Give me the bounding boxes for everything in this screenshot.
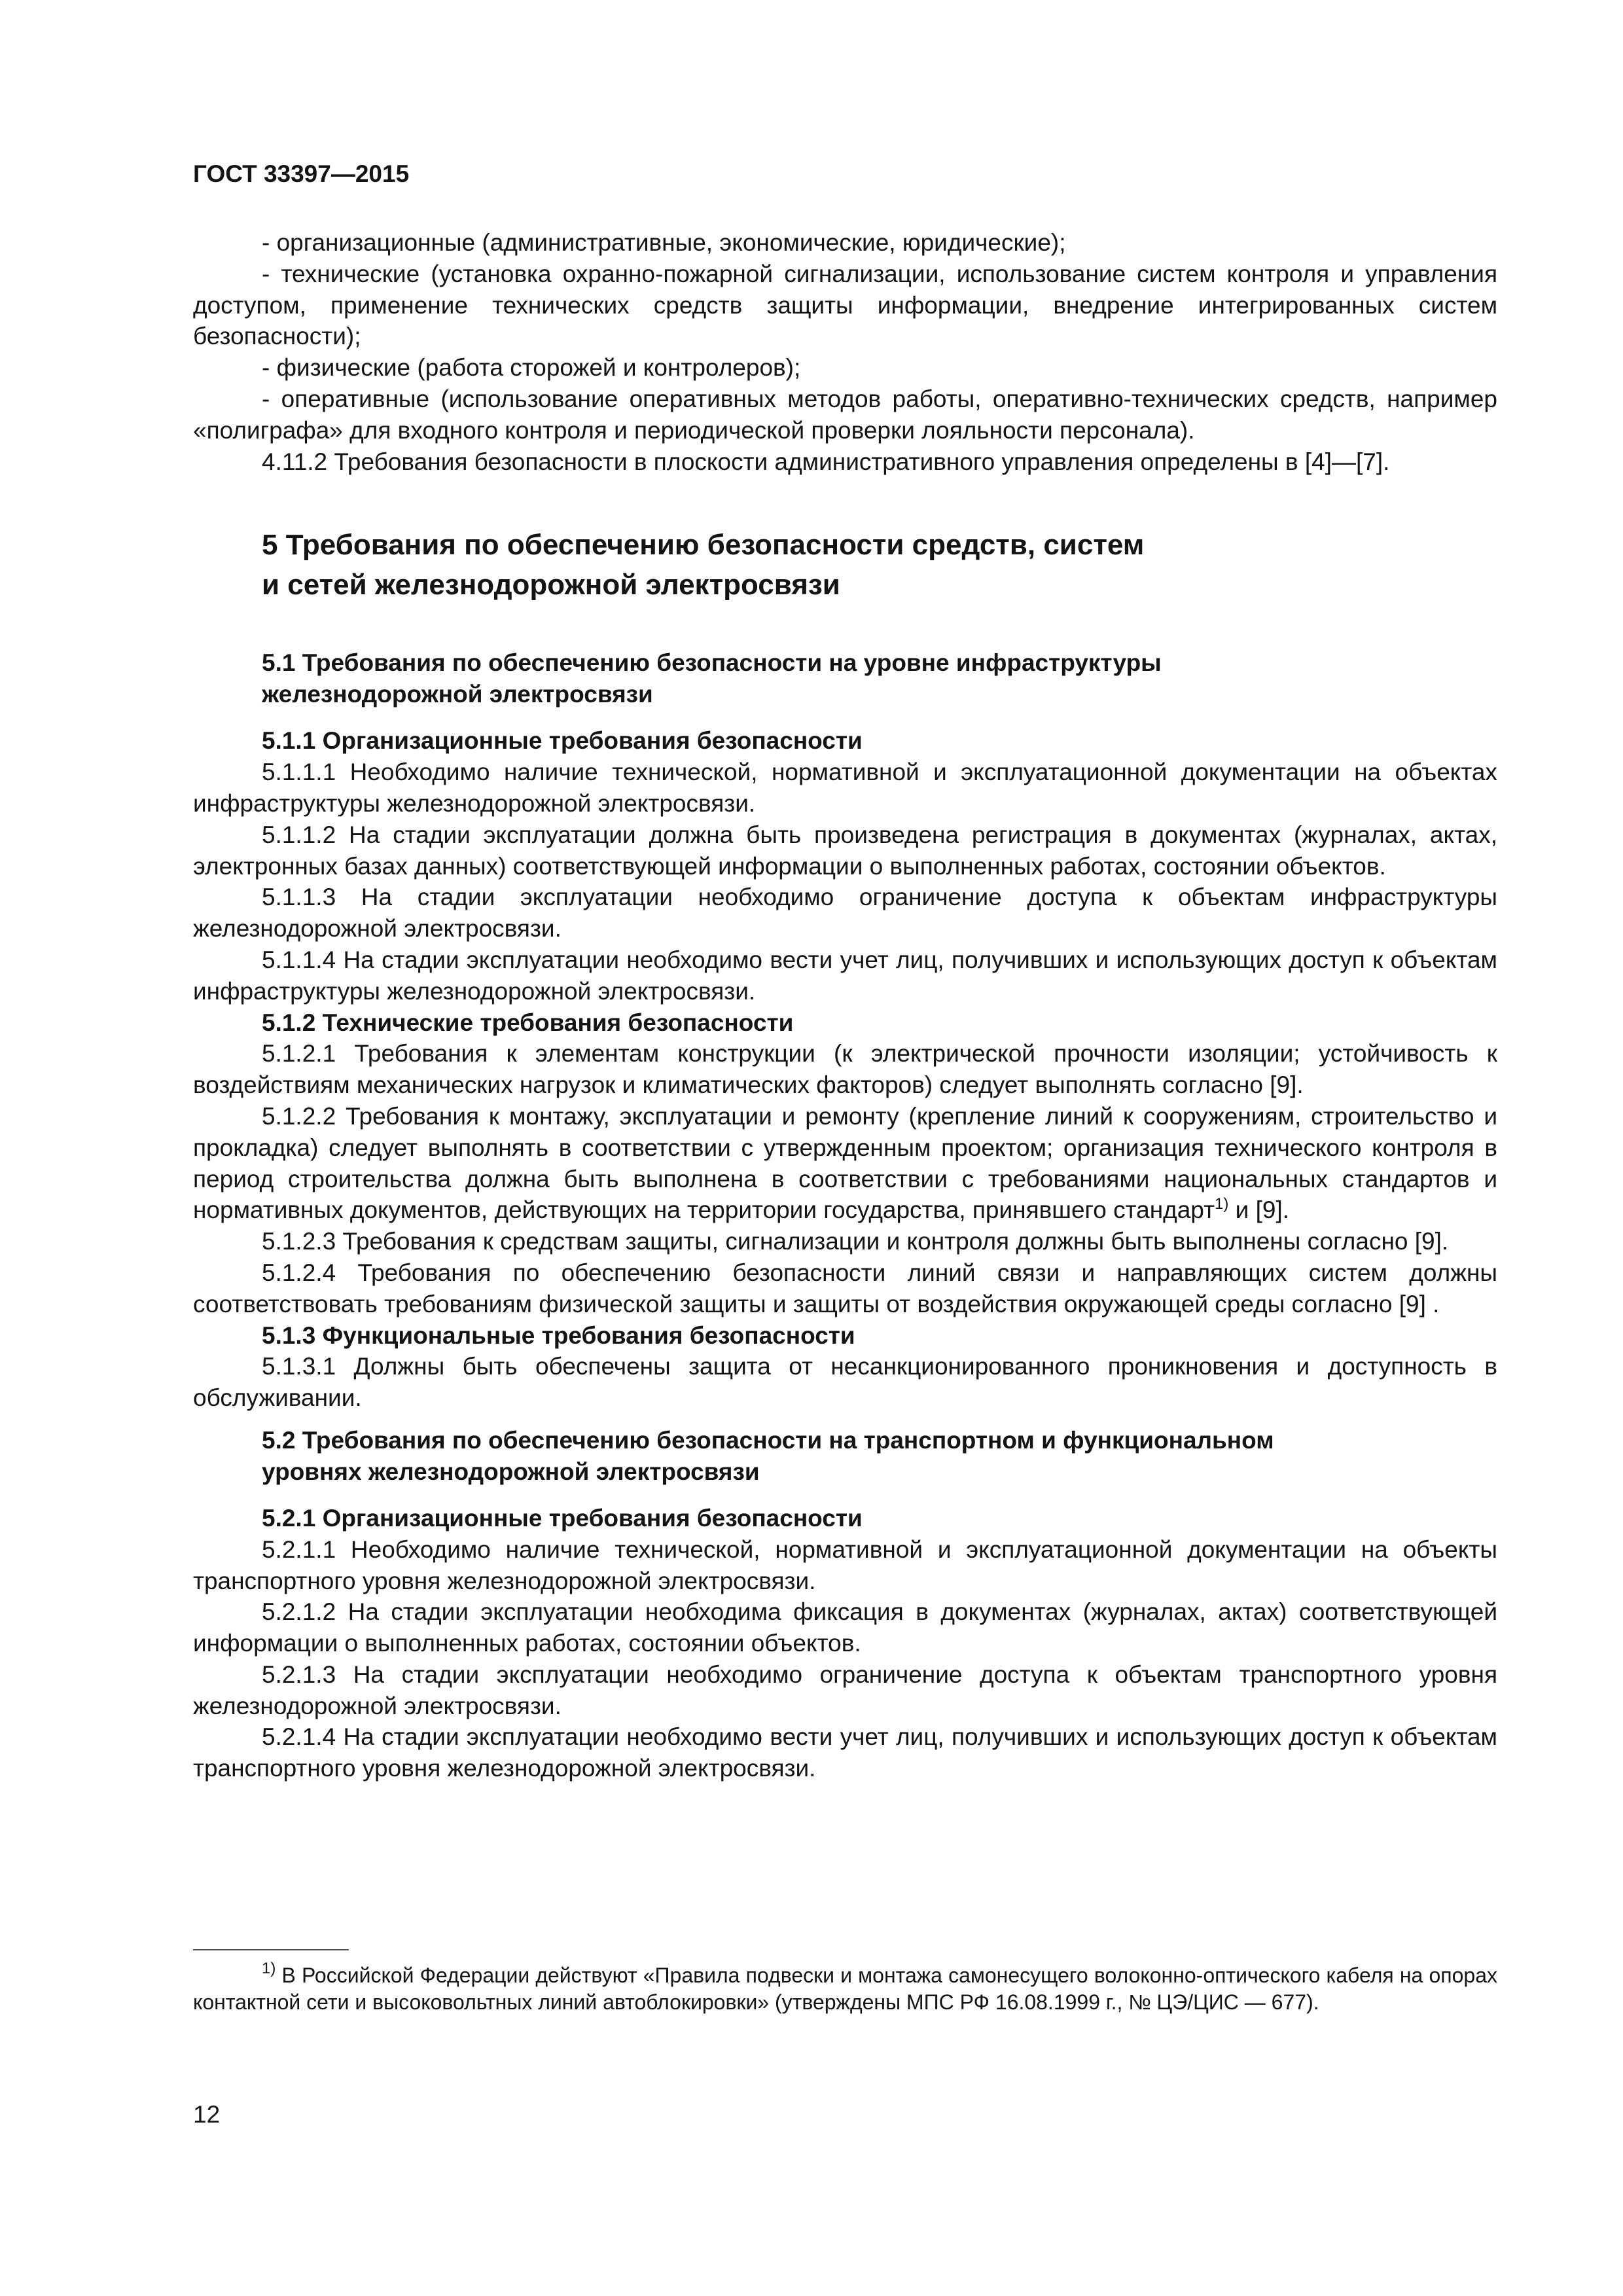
clause-5-1-1-heading: 5.1.1 Организационные требования безопасности [262,727,863,755]
section-5-heading [193,525,1497,605]
intro-item-organizational: - организационные (административные, экономические, юридические); [262,229,1066,256]
paragraph-5-2-1-1: 5.2.1.1 Необходимо наличие технической, нормативной и эксплуатационной документации на объекты транспортного уровня железнодорожной электросвязи. [193,1535,1497,1594]
intro-item-technical: - технические (установка охранно-пожарной сигнализации, использование систем контроля и управления доступом, применение технических средств защиты информации, внедрение интегрированных систем безопасности); [193,260,1497,350]
clause-5-1-3-heading: 5.1.3 Функциональные требования безопасности [262,1321,855,1349]
paragraph-5-1-2-2-text: 5.1.2.2 Требования к монтажу, эксплуатации и ремонту (крепление линий к сооружениям, строительство и прокладка) следует выполнять в соответствии с утвержденным проектом; организация технического контроля в период строительства должна быть выполнена в соответствии с требованиями национальных стандартов и нормативных документов, действующих на территории государства, принявшего стандарт [193,1102,1497,1224]
subsection-5-1-title-line1: 5.1 Требования по обеспечению безопасности на уровне инфраструктуры [262,649,1162,677]
paragraph-4-11-2: 4.11.2 Требования безопасности в плоскости административного управления определены в [4]—[7]. [262,448,1390,475]
subsection-5-2-title-line1: 5.2 Требования по обеспечению безопасности на транспортном и функциональном [262,1426,1274,1454]
paragraph-5-1-1-2: 5.1.1.2 На стадии эксплуатации должна быть произведена регистрация в документах (журналах, актах, электронных базах данных) соответствующей информации о выполненных работах, состоянии объектов. [193,821,1497,880]
section-5-title-line2: и сетей железнодорожной электросвязи [262,569,840,601]
paragraph-5-1-1-4: 5.1.1.4 На стадии эксплуатации необходимо вести учет лиц, получивших и использующих доступ к объектам инфраструктуры железнодорожной электросвязи. [193,946,1497,1005]
document-body [193,227,1497,1784]
intro-item-operational: - оперативные (использование оперативных методов работы, оперативно-технических средств, например «полиграфа» для входного контроля и периодической проверки лояльности персонала). [193,385,1497,444]
paragraph-5-2-1-3: 5.2.1.3 На стадии эксплуатации необходимо ограничение доступа к объектам транспортного уровня железнодорожной электросвязи. [193,1660,1497,1719]
footnote-text: В Российской Федерации действуют «Правила подвески и монтажа самонесущего волоконно-оптического кабеля на опорах контактной сети и высоковольтных линий автоблокировки» (утверждены МПС РФ 16.08.1999 г., № ЦЭ/ЦИС — 677). [193,1964,1497,2014]
footnote-separator [193,1949,349,1950]
paragraph-5-1-1-1: 5.1.1.1 Необходимо наличие технической, нормативной и эксплуатационной документации на объектах инфраструктуры железнодорожной электросвязи. [193,759,1497,817]
subsection-5-2-heading [193,1425,1497,1488]
paragraph-5-1-2-4: 5.1.2.4 Требования по обеспечению безопасности линий связи и направляющих систем должны соответствовать требованиям физической защиты и защиты от воздействия окружающей среды согласно [9] . [193,1259,1497,1318]
footnote [193,1962,1497,2015]
section-5-title-line1: 5 Требования по обеспечению безопасности средств, систем [262,529,1145,562]
paragraph-5-1-1-3: 5.1.1.3 На стадии эксплуатации необходимо ограничение доступа к объектам инфраструктуры железнодорожной электросвязи. [193,884,1497,942]
subsection-5-2-title-line2: уровнях железнодорожной электросвязи [262,1458,760,1485]
paragraph-5-1-2-2 [193,1101,1497,1226]
clause-5-2-1-heading: 5.2.1 Организационные требования безопасности [262,1504,863,1532]
paragraph-5-1-2-2-tail: и [9]. [1228,1196,1290,1224]
paragraph-5-1-3-1: 5.1.3.1 Должны быть обеспечены защита от несанкционированного проникновения и доступность в обслуживании. [193,1353,1497,1412]
footnote-reference[interactable]: 1) [1215,1195,1229,1213]
paragraph-5-1-2-3: 5.1.2.3 Требования к средствам защиты, сигнализации и контроля должны быть выполнены согласно [9]. [262,1228,1449,1255]
paragraph-5-2-1-4: 5.2.1.4 На стадии эксплуатации необходимо вести учет лиц, получивших и использующих доступ к объектам транспортного уровня железнодорожной электросвязи. [193,1723,1497,1782]
subsection-5-1-title-line2: железнодорожной электросвязи [262,681,653,708]
intro-item-physical: - физические (работа сторожей и контролеров); [262,354,801,382]
paragraph-5-2-1-2: 5.2.1.2 На стадии эксплуатации необходима фиксация в документах (журналах, актах) соответствующей информации о выполненных работах, состоянии объектов. [193,1598,1497,1657]
clause-5-1-2-heading: 5.1.2 Технические требования безопасности [262,1009,794,1036]
standard-header: ГОСТ 33397—2015 [193,160,410,187]
page-number: 12 [193,2101,221,2128]
subsection-5-1-heading [193,647,1497,710]
paragraph-5-1-2-1: 5.1.2.1 Требования к элементам конструкции (к электрической прочности изоляции; устойчивость к воздействиям механических нагрузок и климатических факторов) следует выполнять согласно [9]. [193,1040,1497,1099]
footnote-marker: 1) [262,1960,276,1977]
